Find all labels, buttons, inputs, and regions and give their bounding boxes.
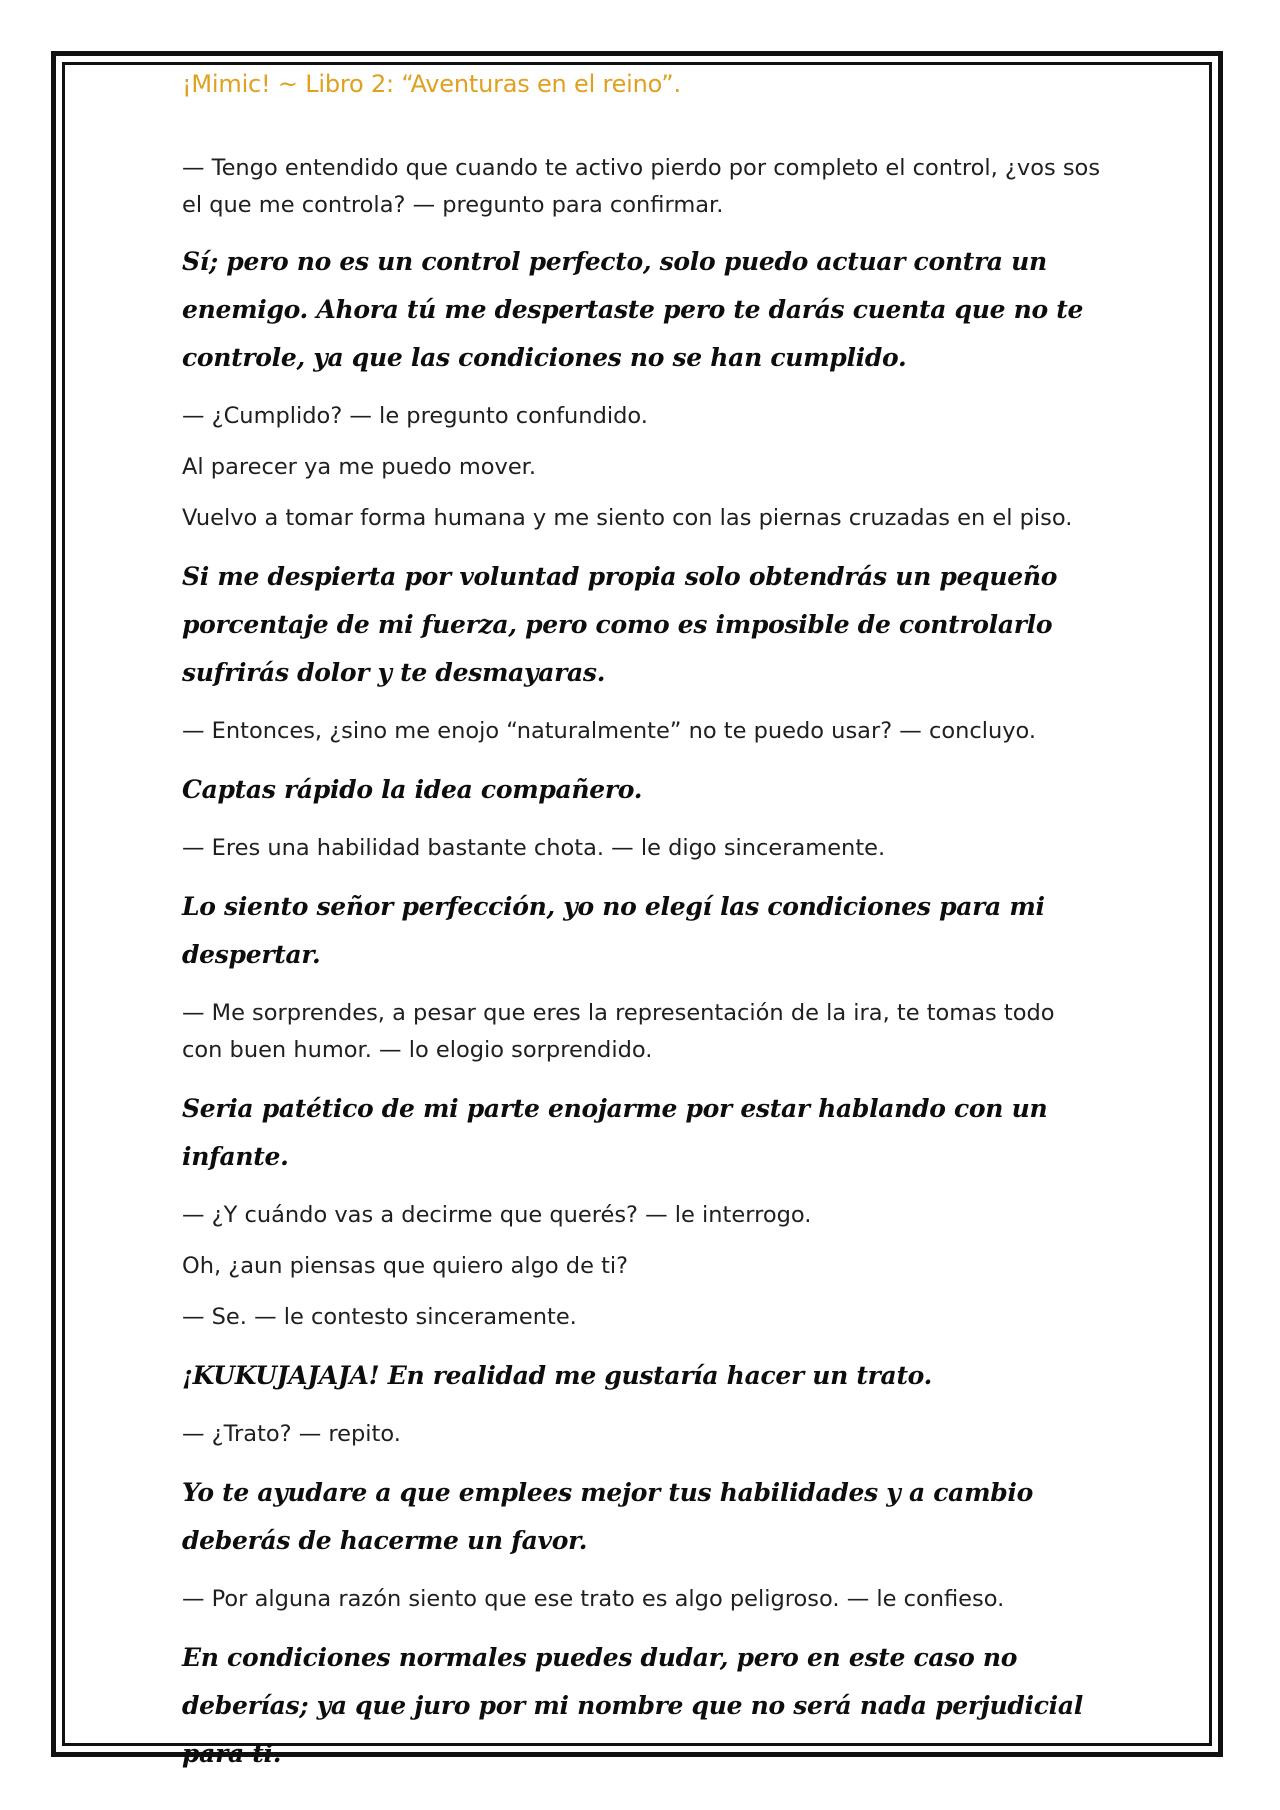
page-body (182, 150, 1102, 1778)
paragraph-7: — Entonces, ¿sino me enojo “naturalmente” no te puedo usar? — concluyo. (182, 718, 1037, 744)
paragraph-4: Al parecer ya me puedo mover. (182, 454, 537, 480)
paragraph-3: — ¿Cumplido? — le pregunto confundido. (182, 403, 648, 429)
paragraph-15: — Se. — le contesto sinceramente. (182, 1304, 577, 1330)
paragraph-2: Sí; pero no es un control perfecto, solo puedo actuar contra un enemigo. Ahora tú me despertaste pero te darás cuenta que no te controle, ya que las condiciones no se han cumplido. (182, 247, 1084, 372)
running-header: ¡Mimic! ~ Libro 2: “Aventuras en el reino”. (182, 70, 681, 98)
paragraph-13: — ¿Y cuándo vas a decirme que querés? — le interrogo. (182, 1202, 812, 1228)
paragraph-12: Seria patético de mi parte enojarme por estar hablando con un infante. (182, 1094, 1048, 1171)
paragraph-11: — Me sorprendes, a pesar que eres la representación de la ira, te tomas todo con buen humor. — lo elogio sorprendido. (182, 1000, 1055, 1063)
paragraph-6: Si me despierta por voluntad propia solo obtendrás un pequeño porcentaje de mi fuerza, pero como es imposible de controlarlo sufrirás dolor y te desmayaras. (182, 562, 1058, 687)
paragraph-5: Vuelvo a tomar forma humana y me siento con las piernas cruzadas en el piso. (182, 505, 1073, 531)
paragraph-16: ¡KUKUJAJAJA! En realidad me gustaría hacer un trato. (182, 1361, 933, 1390)
paragraph-18: Yo te ayudare a que emplees mejor tus habilidades y a cambio deberás de hacerme un favor. (182, 1478, 1033, 1555)
paragraph-8: Captas rápido la idea compañero. (182, 775, 643, 804)
paragraph-14: Oh, ¿aun piensas que quiero algo de ti? (182, 1253, 629, 1279)
paragraph-19: — Por alguna razón siento que ese trato es algo peligroso. — le confieso. (182, 1586, 1005, 1612)
paragraph-9: — Eres una habilidad bastante chota. — le digo sinceramente. (182, 835, 886, 861)
paragraph-20: En condiciones normales puedes dudar, pero en este caso no deberías; ya que juro por mi nombre que no será nada perjudicial para ti. (182, 1643, 1083, 1768)
paragraph-10: Lo siento señor perfección, yo no elegí las condiciones para mi despertar. (182, 892, 1045, 969)
paragraph-1: — Tengo entendido que cuando te activo pierdo por completo el control, ¿vos sos el que me controla? — pregunto para confirmar. (182, 155, 1101, 218)
paragraph-17: — ¿Trato? — repito. (182, 1421, 401, 1447)
